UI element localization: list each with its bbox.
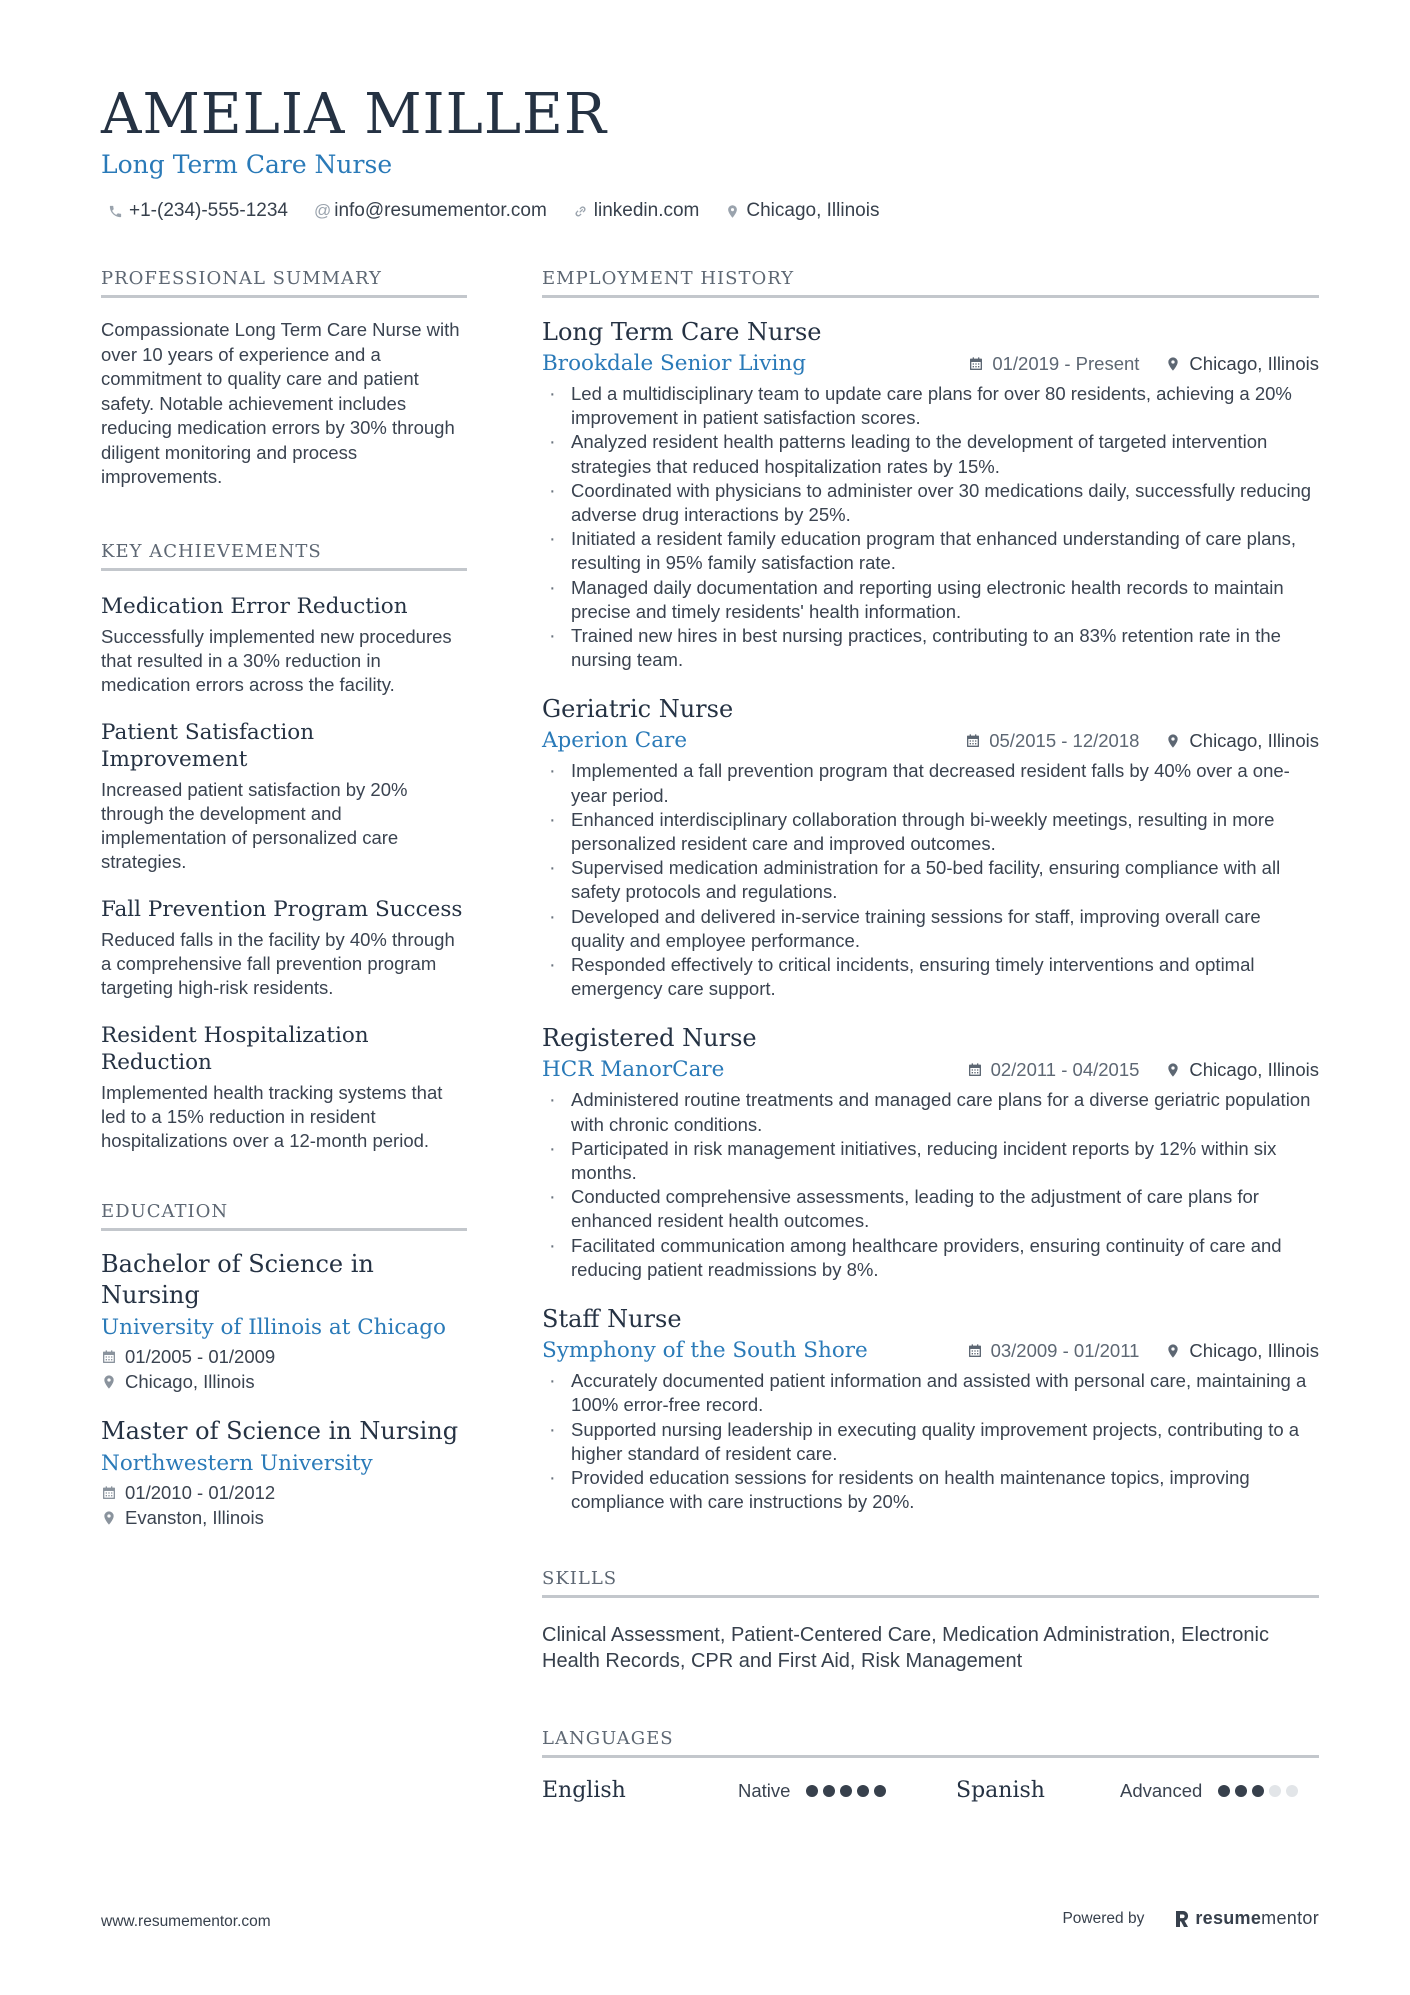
achievement-desc: Increased patient satisfaction by 20% through the development and implementation of personalized care strategies. [101,778,408,872]
calendar-icon [967,1062,983,1078]
job-bullet: · Supervised medication administration for a 50-bed facility, ensuring compliance with all safety protocols and regulations. [542,856,1319,904]
calendar-icon [101,1349,117,1365]
contact-bar [108,200,905,222]
brand-name-a: resume [1195,1908,1262,1928]
job-company: Aperion Care [542,728,688,754]
achievement-item [101,593,467,697]
achievement-desc: Successfully implemented new procedures that resulted in a 30% reduction in medication errors across the facility. [101,625,452,695]
education-dates-text: 01/2005 - 01/2009 [125,1345,276,1367]
location-pin-icon [1165,733,1181,749]
job-location [1165,730,1319,752]
language-rating [806,1785,891,1797]
achievement-title: Medication Error Reduction [101,593,408,619]
jobs-list [542,316,1319,1514]
achievement-desc: Reduced falls in the facility by 40% through a comprehensive fall prevention program targeting high-risk residents. [101,928,455,998]
rating-dot [806,1785,818,1797]
job-location-text: Chicago, Illinois [1189,1058,1319,1080]
job-location [1165,1059,1319,1081]
location-pin-icon [1165,356,1181,372]
linkedin-text: linkedin.com [593,200,700,221]
achievement-item [101,719,467,874]
left-column [101,268,467,1530]
location-pin-icon [101,1374,117,1390]
summary-text: Compassionate Long Term Care Nurse with over 10 years of experience and a commitment to quality care and patient safety. Notable achievement includes reducing medication errors by 30% through diligent monitoring and process improvements. [101,319,460,487]
rating-dot [1235,1785,1247,1797]
calendar-icon [101,1485,117,1501]
contact-linkedin[interactable] [573,200,700,222]
job-meta [967,1340,1319,1362]
job-dates-text: 02/2011 - 04/2015 [990,1058,1140,1080]
job-bullet: · Enhanced interdisciplinary collaboration through bi-weekly meetings, resulting in more personalized resident care and improved outcomes. [542,808,1319,856]
job-dates-text: 05/2015 - 12/2018 [989,729,1140,751]
job-bullet: · Initiated a resident family education program that enhanced understanding of care plans, resulting in 95% family satisfaction rate. [542,527,1319,575]
job-title: Geriatric Nurse [542,695,734,724]
achievement-title: Resident Hospitalization Reduction [101,1022,369,1075]
education-dates-text: 01/2010 - 01/2012 [125,1481,276,1503]
candidate-name: AMELIA MILLER [101,82,608,147]
job-subline [542,728,1319,753]
job-bullet: · Conducted comprehensive assessments, leading to the adjustment of care plans for enhanced resident health outcomes. [542,1185,1319,1233]
achievement-desc: Implemented health tracking systems that led to a 15% reduction in resident hospitalizations over a 12-month period. [101,1081,443,1151]
language-name: Spanish [956,1778,1045,1804]
job-dates-text: 03/2009 - 01/2011 [990,1339,1140,1361]
education-degree: Bachelor of Science in Nursing [101,1249,374,1309]
education-location-text: Evanston, Illinois [125,1506,264,1528]
education-dates [101,1481,467,1505]
brand-name-b: mentor [1261,1908,1319,1928]
job-bullets [542,1369,1319,1514]
language-item [956,1778,1303,1803]
achievement-item [101,896,467,1000]
rating-dot [1252,1785,1264,1797]
candidate-title: Long Term Care Nurse [101,150,393,179]
achievement-title: Fall Prevention Program Success [101,896,463,922]
contact-phone [108,200,288,222]
job-bullets [542,382,1319,672]
job-dates-text: 01/2019 - Present [992,352,1140,374]
job-bullet: · Provided education sessions for residents on health maintenance topics, improving compliance with care instructions by 20%. [542,1466,1319,1514]
location-pin-icon [725,204,740,219]
job-location-text: Chicago, Illinois [1189,1339,1319,1361]
job-company: Symphony of the South Shore [542,1338,868,1364]
job-entry [542,316,1319,672]
powered-by-label: Powered by [1062,1909,1145,1927]
job-bullet: · Analyzed resident health patterns leading to the development of targeted intervention strategies that reduced hospitalization rates by 15%. [542,430,1319,478]
job-company: HCR ManorCare [542,1057,725,1083]
brand-logo-icon [1174,1910,1190,1928]
job-dates [968,353,1139,375]
calendar-icon [967,1343,983,1359]
education-item [101,1416,467,1530]
rating-dot [1218,1785,1230,1797]
education-degree: Master of Science in Nursing [101,1416,459,1445]
job-bullet: · Coordinated with physicians to administer over 30 medications daily, successfully reducing adverse drug interactions by 25%. [542,479,1319,527]
achievements-heading: KEY ACHIEVEMENTS [101,541,467,571]
location-pin-icon [1165,1062,1181,1078]
location-pin-icon [1165,1343,1181,1359]
language-item [542,1778,956,1803]
rating-dot [823,1785,835,1797]
job-bullets [542,759,1319,1001]
job-entry [542,1303,1319,1514]
languages-heading: LANGUAGES [542,1728,1319,1758]
job-title: Long Term Care Nurse [542,318,822,346]
job-bullet: · Participated in risk management initiatives, reducing incident reports by 12% within six months. [542,1137,1319,1185]
job-dates [967,1340,1140,1362]
education-school: University of Illinois at Chicago [101,1314,446,1340]
job-bullet: · Accurately documented patient information and assisted with personal care, maintaining a 100% error-free record. [542,1369,1319,1417]
job-title: Registered Nurse [542,1024,757,1053]
job-location-text: Chicago, Illinois [1189,352,1319,374]
job-subline [542,1338,1319,1363]
job-bullet: · Implemented a fall prevention program that decreased resident falls by 40% over a one-year period. [542,759,1319,807]
phone-text: +1-(234)-555-1234 [129,200,288,221]
phone-icon [108,204,123,219]
job-dates [967,1059,1140,1081]
languages-list [542,1778,1319,1803]
summary-heading: PROFESSIONAL SUMMARY [101,268,467,298]
language-rating [1218,1785,1303,1797]
language-level: Advanced [1120,1779,1203,1801]
job-entry [542,1022,1319,1282]
rating-dot [857,1785,869,1797]
location-text: Chicago, Illinois [746,200,880,221]
right-column [542,268,1319,1803]
email-text: info@resumementor.com [334,200,547,221]
skills-text: Clinical Assessment, Patient-Centered Care, Medication Administration, Electronic Health Records, CPR and First Aid, Risk Management [542,1624,1269,1673]
location-pin-icon [101,1510,117,1526]
employment-heading: EMPLOYMENT HISTORY [542,268,1319,298]
job-bullet: · Trained new hires in best nursing practices, contributing to an 83% retention rate in the nursing team. [542,624,1319,672]
job-meta [968,353,1319,375]
job-bullet: · Led a multidisciplinary team to update care plans for over 80 residents, achieving a 20% improvement in patient satisfaction scores. [542,382,1319,430]
at-icon: @ [313,201,332,220]
calendar-icon [965,733,981,749]
job-subline [542,351,1319,376]
education-location-text: Chicago, Illinois [125,1370,255,1392]
skills-heading: SKILLS [542,1568,1319,1598]
job-subline [542,1057,1319,1082]
job-entry [542,693,1319,1001]
job-bullet: · Supported nursing leadership in executing quality improvement projects, contributing to a higher standard of resident care. [542,1418,1319,1466]
job-bullet: · Facilitated communication among healthcare providers, ensuring continuity of care and reducing patient readmissions by 8%. [542,1234,1319,1282]
education-dates [101,1345,467,1369]
education-section [101,1201,467,1530]
education-heading: EDUCATION [101,1201,467,1231]
achievements-section [101,541,467,1153]
education-item [101,1249,467,1394]
job-bullet: · Administered routine treatments and managed care plans for a diverse geriatric population with chronic conditions. [542,1088,1319,1136]
link-icon [573,204,588,219]
job-title: Staff Nurse [542,1305,682,1334]
brand-logo[interactable] [1174,1908,1319,1929]
rating-dot [840,1785,852,1797]
language-level: Native [738,1779,791,1801]
contact-location [725,200,879,222]
job-bullet: · Responded effectively to critical incidents, ensuring timely interventions and optimal emergency care support. [542,953,1319,1001]
footer-branding [1062,1908,1319,1929]
rating-dot [874,1785,886,1797]
achievement-item [101,1022,467,1153]
job-dates [965,730,1139,752]
job-meta [965,730,1319,752]
rating-dot [1286,1785,1298,1797]
job-company: Brookdale Senior Living [542,351,807,376]
job-location [1165,1340,1319,1362]
job-bullet: · Managed daily documentation and reporting using electronic health records to maintain precise and timely residents' health information. [542,576,1319,624]
job-meta [967,1059,1319,1081]
job-bullet: · Developed and delivered in-service training sessions for staff, improving overall care quality and employee performance. [542,905,1319,953]
calendar-icon [968,356,984,372]
footer-website[interactable]: www.resumementor.com [101,1913,271,1930]
education-school: Northwestern University [101,1450,373,1476]
education-location [101,1370,467,1394]
job-location-text: Chicago, Illinois [1189,729,1319,751]
job-location [1165,353,1319,375]
job-bullets [542,1088,1319,1282]
achievement-title: Patient Satisfaction Improvement [101,719,315,772]
education-location [101,1506,467,1530]
language-name: English [542,1778,626,1804]
contact-email[interactable] [314,200,547,222]
rating-dot [1269,1785,1281,1797]
